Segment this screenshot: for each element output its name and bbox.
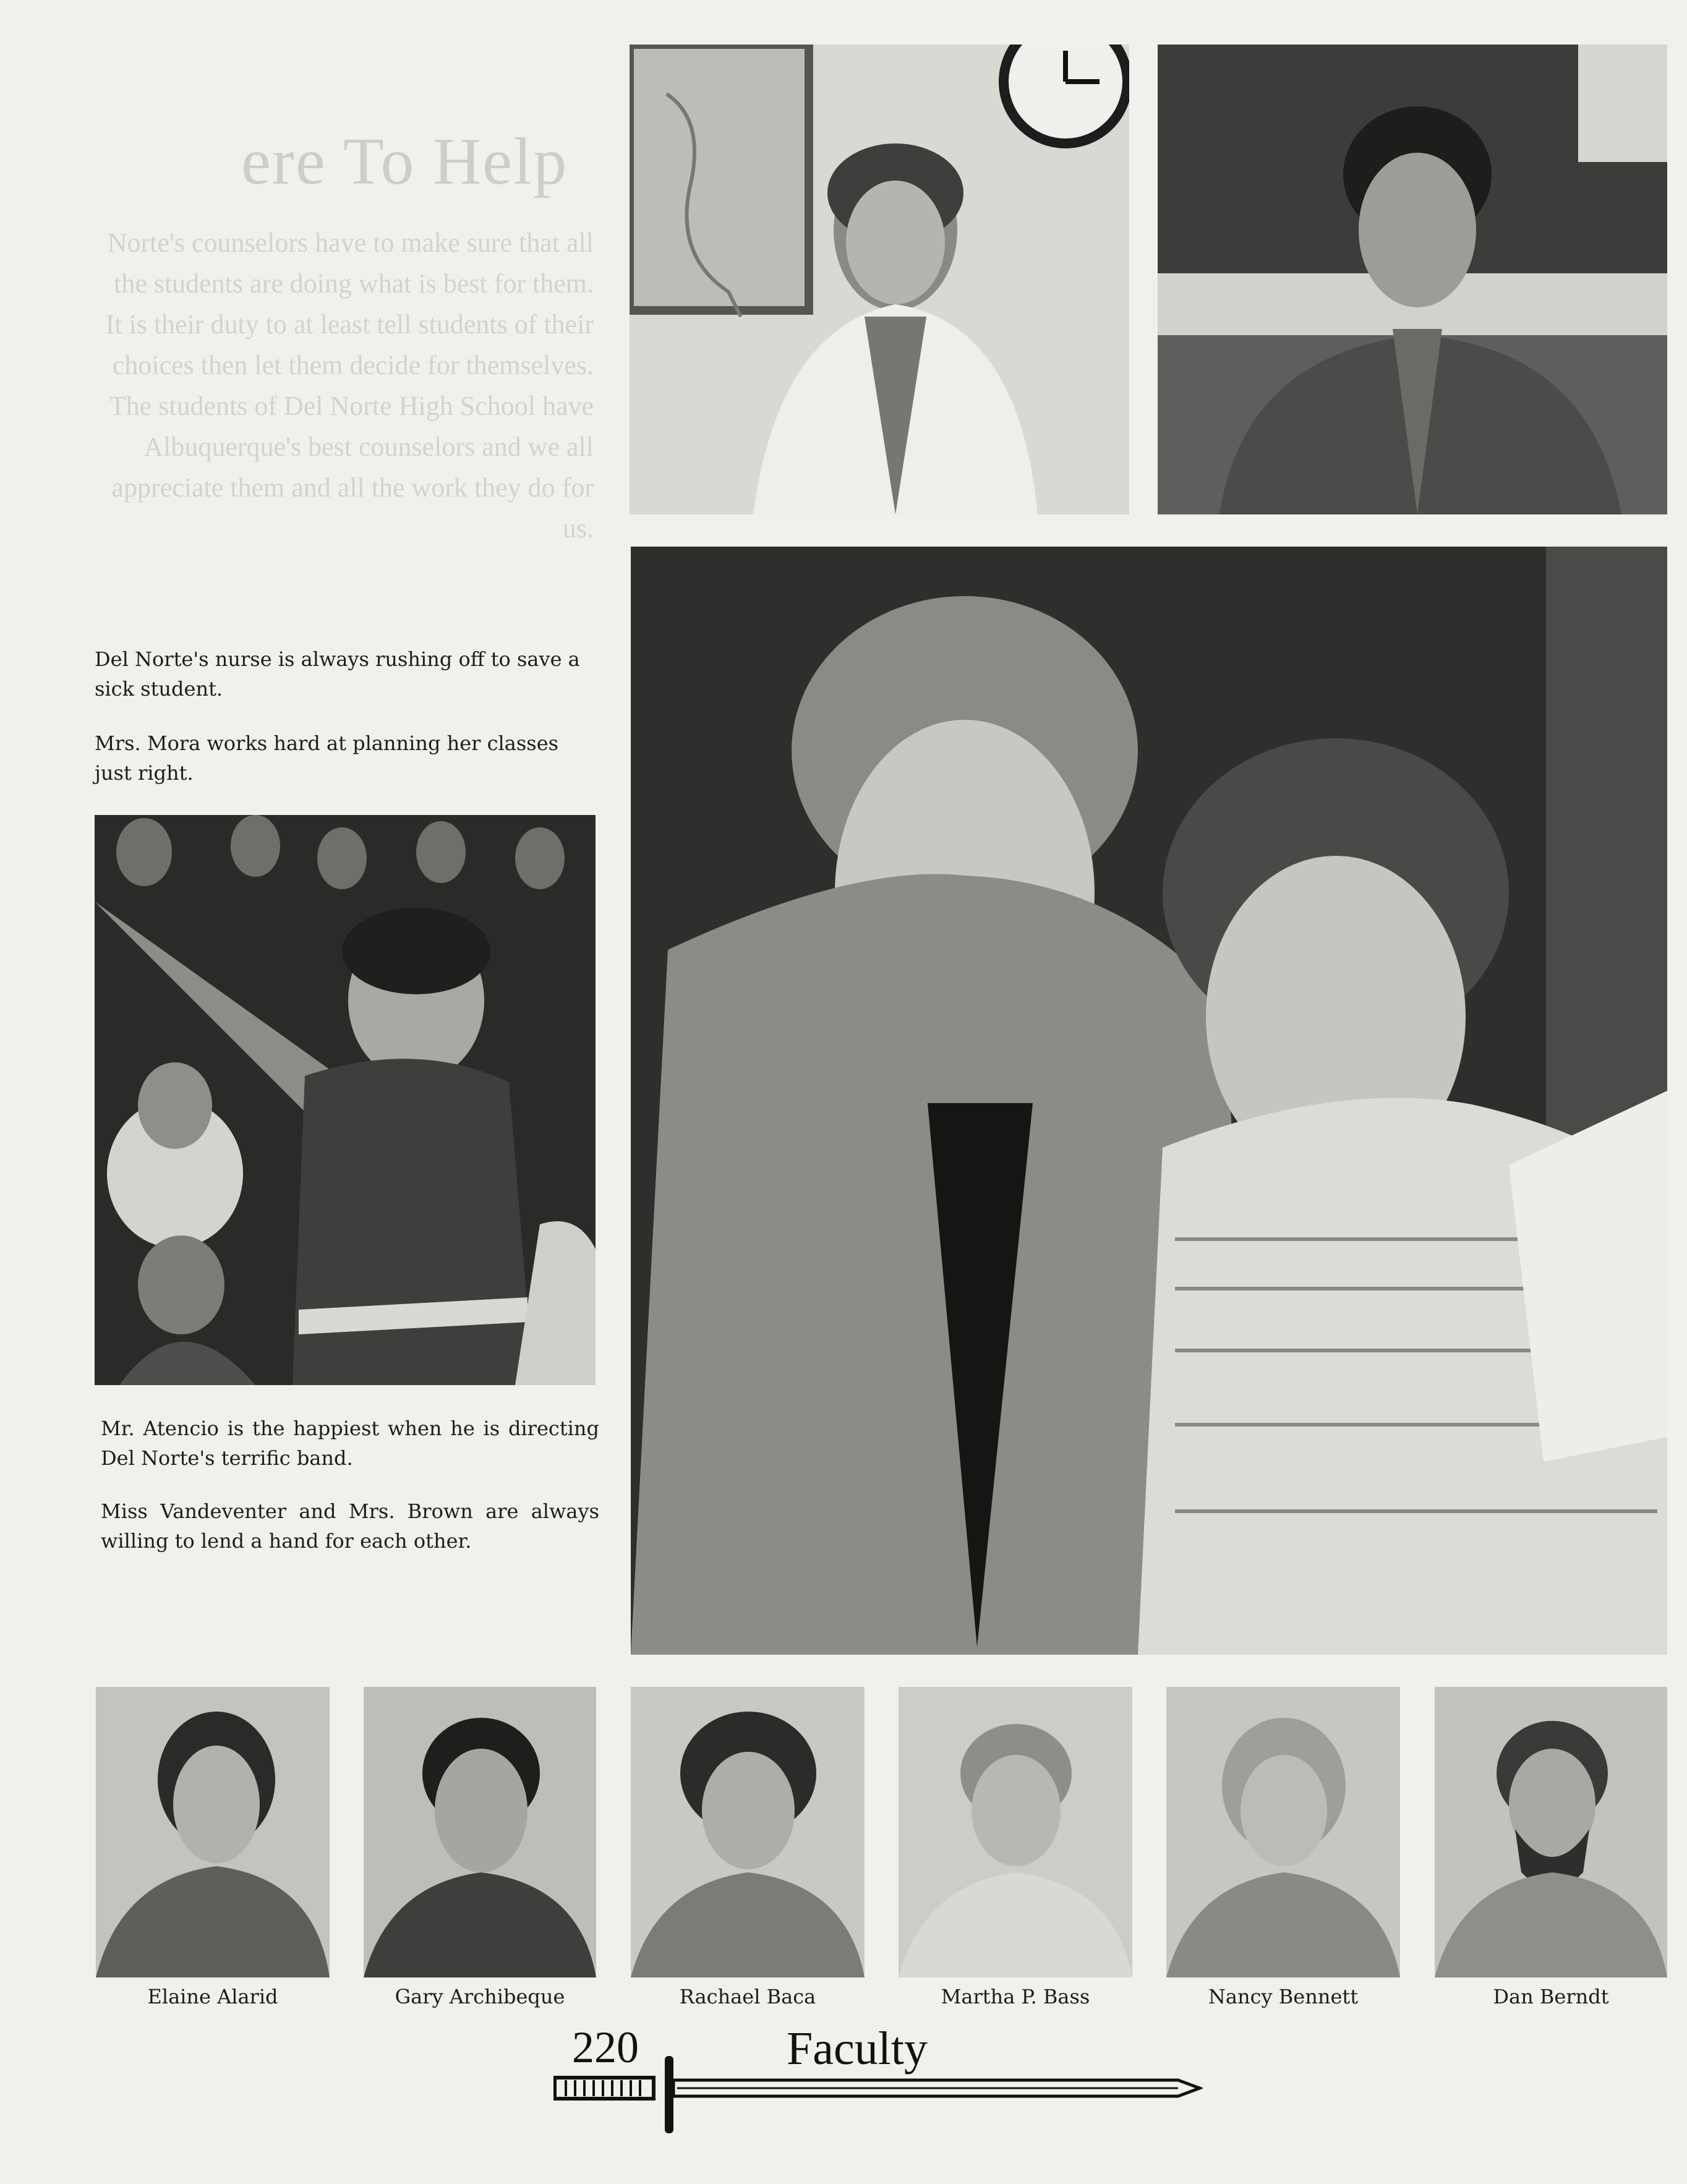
portrait-gary-archibeque (364, 1687, 596, 1977)
portrait-elaine-alarid (96, 1687, 330, 1977)
photo-vandeventer-brown (631, 547, 1667, 1655)
portrait-rachael-baca (631, 1687, 865, 1977)
photo-atencio (95, 815, 596, 1385)
caption-atencio: Mr. Atencio is the happiest when he is directing Del Norte's terrific band. (101, 1417, 599, 1470)
portrait-name-dan-berndt: Dan Berndt (1493, 1985, 1609, 2008)
ghost-heading: ere To Help (241, 125, 568, 198)
portrait-name-rachael-baca: Rachael Baca (679, 1985, 816, 2008)
caption-vandeventer: Miss Vandeventer and Mrs. Brown are always willing to lend a hand for each other. (101, 1499, 599, 1553)
caption-mora: Mrs. Mora works hard at planning her classes just right. (95, 732, 559, 785)
portrait-name-gary-archibeque: Gary Archibeque (395, 1985, 565, 2008)
portrait-dan-berndt (1435, 1687, 1667, 1977)
photo-mora (1158, 45, 1667, 514)
portrait-name-nancy-bennett: Nancy Bennett (1208, 1985, 1359, 2008)
ghost-paragraph: Norte's counselors have to make sure that all the students are doing what is best for them. It is their duty to at least tell students of their choices then let them decide for themselves. The students of Del Norte High School have Albuquerque's best counselors and we all appreciate them and all the work they do for us. (105, 228, 594, 544)
portrait-martha-bass (899, 1687, 1132, 1977)
portrait-name-elaine-alarid: Elaine Alarid (147, 1985, 278, 2008)
page-number: 220 (572, 2023, 639, 2072)
photo-nurse (630, 45, 1129, 514)
section-title: Faculty (787, 2023, 928, 2075)
sword-icon (553, 2053, 1203, 2139)
caption-nurse: Del Norte's nurse is always rushing off to save a sick student. (95, 647, 580, 701)
portrait-name-martha-bass: Martha P. Bass (941, 1985, 1090, 2008)
portrait-nancy-bennett (1166, 1687, 1400, 1977)
